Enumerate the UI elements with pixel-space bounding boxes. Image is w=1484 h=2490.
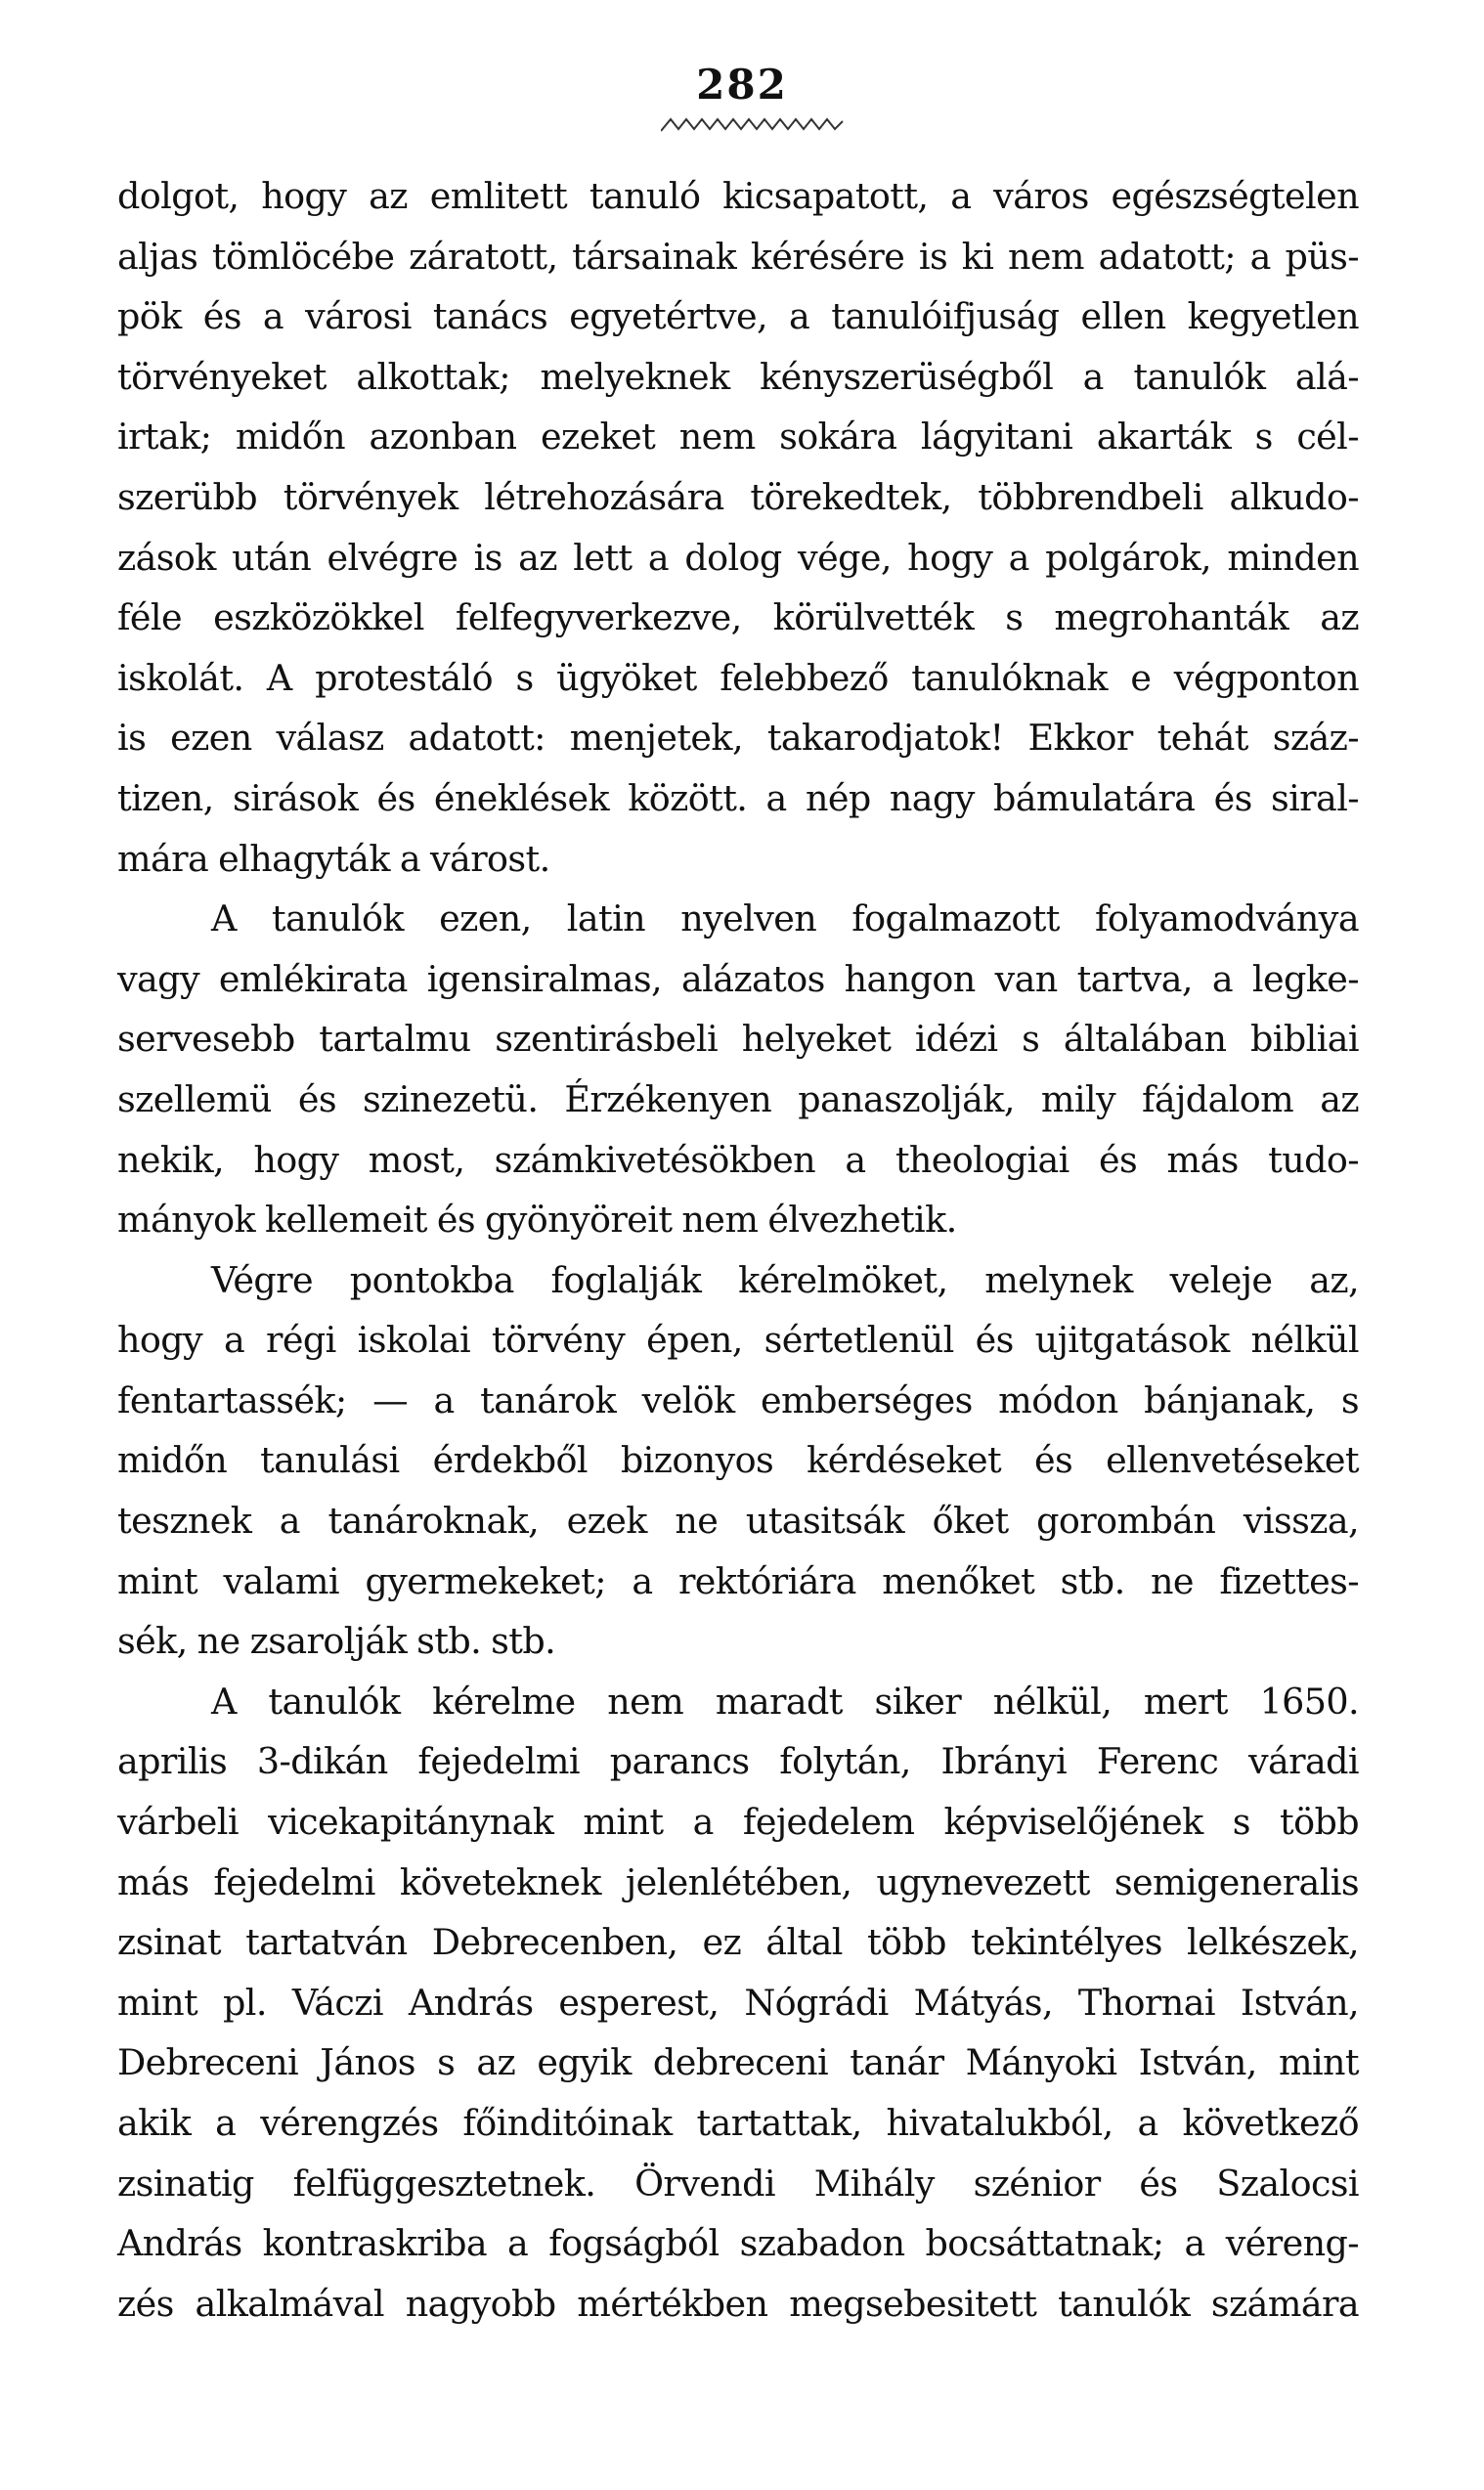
text-line: zés alkalmával nagyobb mértékben megsebesitett tanulók számára bbox=[117, 2282, 1359, 2325]
text-line: más fejedelmi követeknek jelenlétében, ugynevezett semigeneralis bbox=[117, 1860, 1359, 1903]
text-line: András kontraskriba a fogságból szabadon bocsáttatnak; a véreng- bbox=[117, 2222, 1359, 2265]
text-line: várbeli vicekapitánynak mint a fejedelem képviselőjének s több bbox=[117, 1801, 1359, 1844]
text-line: is ezen válasz adatott: menjetek, takarodjatok! Ekkor tehát száz- bbox=[117, 717, 1359, 760]
text-line: féle eszközökkel felfegyverkezve, körülvették s megrohanták az bbox=[117, 596, 1359, 639]
text-line: pök és a városi tanács egyetértve, a tanulóifjuság ellen kegyetlen bbox=[117, 295, 1359, 338]
text-line: A tanulók ezen, latin nyelven fogalmazott folyamodványa bbox=[211, 897, 1359, 940]
text-line: zsinatig felfüggesztetnek. Örvendi Mihály szénior és Szalocsi bbox=[117, 2162, 1359, 2205]
body-text bbox=[117, 166, 1359, 2334]
text-line: szellemü és szinezetü. Érzékenyen panaszolják, mily fájdalom az bbox=[117, 1077, 1359, 1120]
text-line: midőn tanulási érdekből bizonyos kérdéseket és ellenvetéseket bbox=[117, 1439, 1359, 1482]
text-line: akik a vérengzés főinditóinak tartattak, hivatalukból, a következő bbox=[117, 2102, 1359, 2144]
text-line: szerübb törvények létrehozására törekedtek, többrendbeli alkudo- bbox=[117, 475, 1359, 518]
text-line: aljas tömlöcébe záratott, társainak kérésére is ki nem adatott; a püs- bbox=[117, 235, 1359, 278]
text-line: aprilis 3-dikán fejedelmi parancs folytán, Ibrányi Ferenc váradi bbox=[117, 1740, 1359, 1783]
text-line: mányok kellemeit és gyönyöreit nem élvezhetik. bbox=[117, 1199, 957, 1242]
text-line: sék, ne zsarolják stb. stb. bbox=[117, 1620, 556, 1663]
text-line: zások után elvégre is az lett a dolog vége, hogy a polgárok, minden bbox=[117, 536, 1359, 579]
text-line: tizen, sirások és éneklések között. a nép nagy bámulatára és siral- bbox=[117, 776, 1359, 819]
text-line: mint pl. Váczi András esperest, Nógrádi Mátyás, Thornai István, bbox=[117, 1981, 1359, 2024]
text-line: tesznek a tanároknak, ezek ne utasitsák őket gorombán vissza, bbox=[117, 1500, 1359, 1543]
text-line: dolgot, hogy az emlitett tanuló kicsapatott, a város egészségtelen bbox=[117, 175, 1359, 217]
text-line: iskolát. A protestáló s ügyöket felebbező tanulóknak e végponton bbox=[117, 656, 1359, 699]
page-number: 282 bbox=[696, 61, 788, 109]
text-line: Debreceni János s az egyik debreceni tanár Mányoki István, mint bbox=[117, 2041, 1359, 2084]
text-line: vagy emlékirata igensiralmas, alázatos hangon van tartva, a legke- bbox=[117, 957, 1359, 1000]
text-line: A tanulók kérelme nem maradt siker nélkül, mert 1650. bbox=[211, 1680, 1359, 1723]
text-line: törvényeket alkottak; melyeknek kényszerüségből a tanulók alá- bbox=[117, 355, 1359, 398]
text-line: hogy a régi iskolai törvény épen, sértetlenül és ujitgatások nélkül bbox=[117, 1319, 1359, 1362]
text-line: Végre pontokba foglalják kérelmöket, melynek veleje az, bbox=[211, 1258, 1359, 1301]
decorative-ornament bbox=[661, 113, 847, 135]
text-line: mint valami gyermekeket; a rektóriára menőket stb. ne fizettes- bbox=[117, 1559, 1359, 1602]
text-line: nekik, hogy most, számkivetésökben a theologiai és más tudo- bbox=[117, 1138, 1359, 1181]
text-line: mára elhagyták a várost. bbox=[117, 837, 550, 880]
text-line: irtak; midőn azonban ezeket nem sokára lágyitani akarták s cél- bbox=[117, 415, 1359, 459]
text-line: fentartassék; — a tanárok velök emberséges módon bánjanak, s bbox=[117, 1378, 1359, 1421]
text-line: servesebb tartalmu szentirásbeli helyeket idézi s általában bibliai bbox=[117, 1018, 1359, 1061]
text-line: zsinat tartatván Debrecenben, ez által több tekintélyes lelkészek, bbox=[117, 1921, 1359, 1964]
